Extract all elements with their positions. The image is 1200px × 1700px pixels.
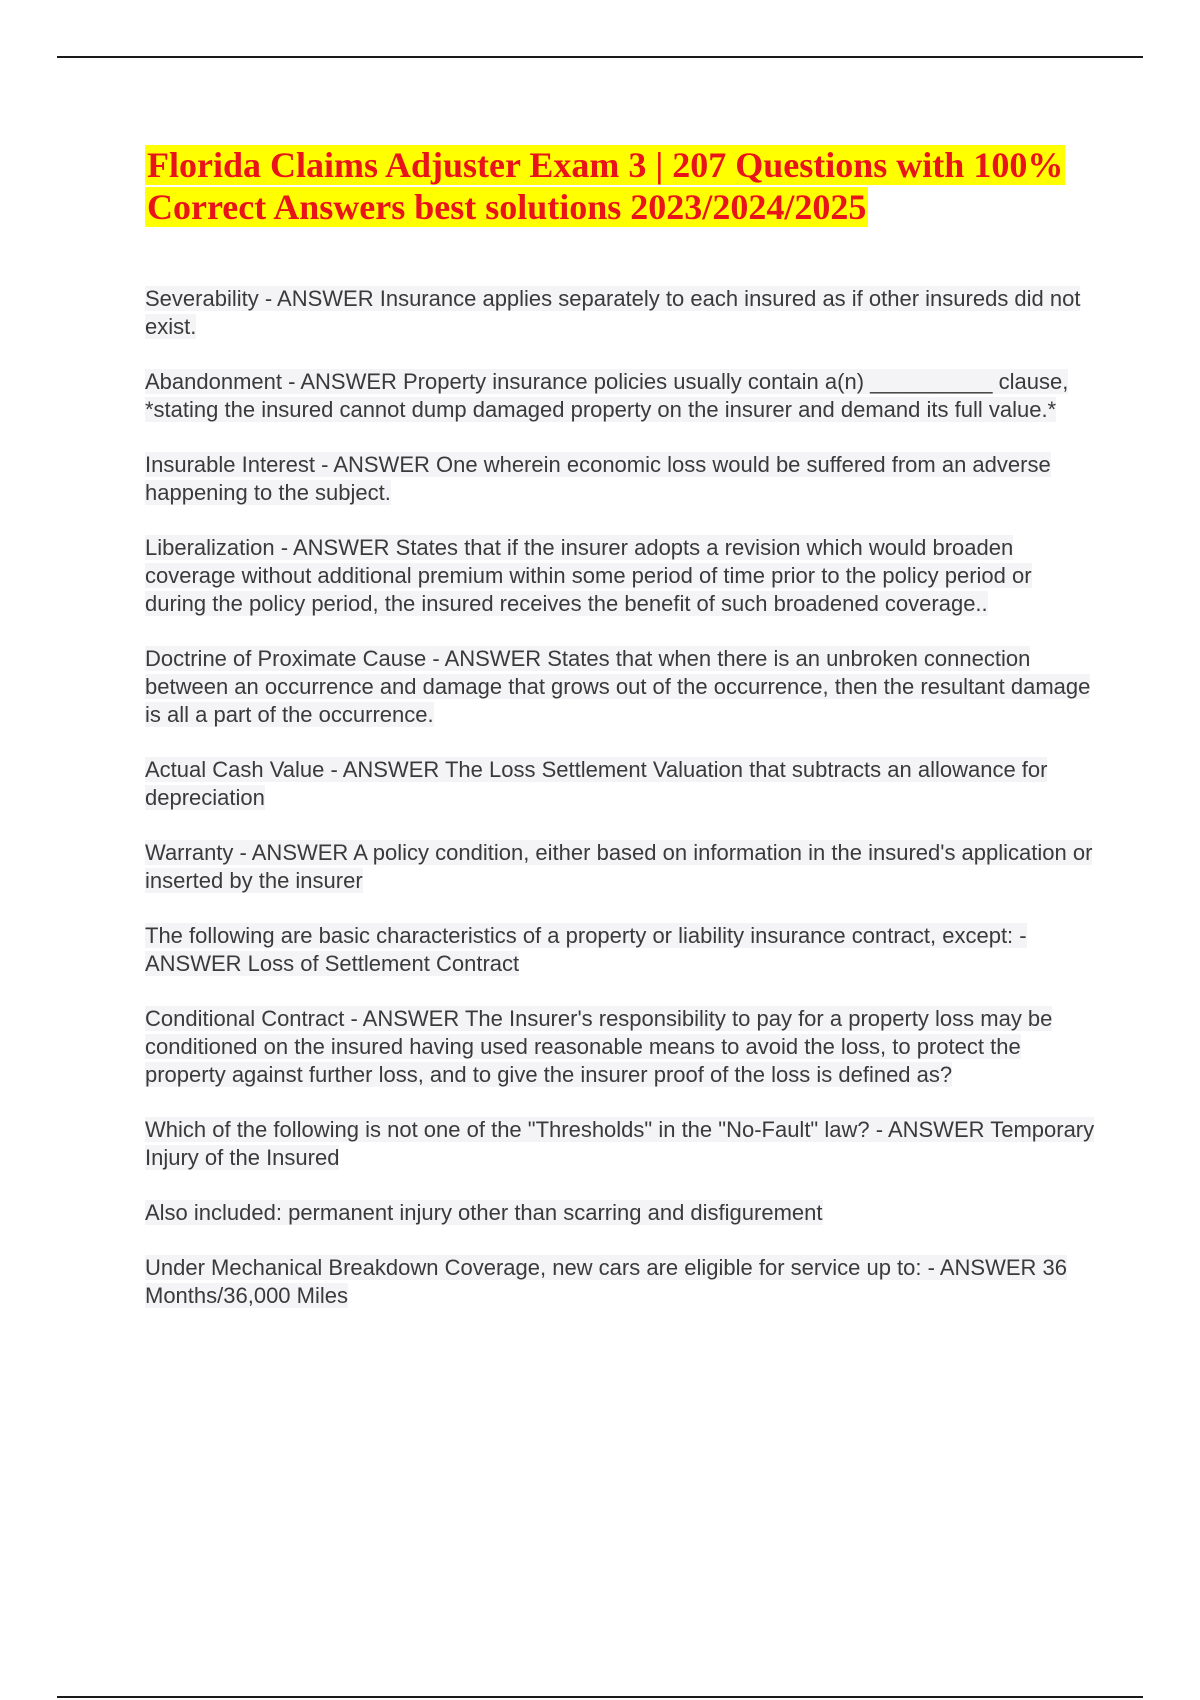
top-rule — [57, 56, 1143, 58]
qa-entry-warranty: Warranty - ANSWER A policy condition, either based on information in the insured's application or inserted by the insurer — [145, 840, 1093, 893]
document-title — [145, 144, 1145, 228]
qa-entry-no-fault-thresholds: Which of the following is not one of the "Thresholds" in the "No-Fault" law? - ANSWER Temporary Injury of the Insured — [145, 1117, 1095, 1170]
qa-entry-proximate-cause: Doctrine of Proximate Cause - ANSWER States that when there is an unbroken connection between an occurrence and damage that grows out of the occurrence, then the resultant damage is all a part of the occurrence. — [145, 646, 1091, 727]
qa-entry-conditional-contract: Conditional Contract - ANSWER The Insurer's responsibility to pay for a property loss may be conditioned on the insured having used reasonable means to avoid the loss, to protect the property against further loss, and to give the insurer proof of the loss is defined as? — [145, 1006, 1053, 1087]
qa-entry-abandonment: Abandonment - ANSWER Property insurance policies usually contain a(n) __________ clause, *stating the insured cannot dump damaged property on the insurer and demand its full value.* — [145, 369, 1069, 422]
title-highlight: Florida Claims Adjuster Exam 3 | 207 Questions with 100% Correct Answers best solutions 2023/2024/2025 — [147, 145, 1064, 227]
qa-list — [145, 285, 1095, 1337]
qa-entry-liberalization: Liberalization - ANSWER States that if the insurer adopts a revision which would broaden coverage without additional premium within some period of time prior to the policy period or during the policy period, the insured receives the benefit of such broadened coverage.. — [145, 535, 1032, 616]
bottom-rule — [57, 1696, 1143, 1698]
qa-entry-severability: Severability - ANSWER Insurance applies separately to each insured as if other insureds did not exist. — [145, 286, 1081, 339]
qa-entry-actual-cash-value: Actual Cash Value - ANSWER The Loss Settlement Valuation that subtracts an allowance for depreciation — [145, 757, 1048, 810]
qa-entry-also-included: Also included: permanent injury other than scarring and disfigurement — [145, 1200, 823, 1225]
qa-entry-basic-characteristics: The following are basic characteristics of a property or liability insurance contract, except: - ANSWER Loss of Settlement Contract — [145, 923, 1027, 976]
qa-entry-insurable-interest: Insurable Interest - ANSWER One wherein economic loss would be suffered from an adverse happening to the subject. — [145, 452, 1051, 505]
qa-entry-mechanical-breakdown: Under Mechanical Breakdown Coverage, new cars are eligible for service up to: - ANSWER 36 Months/36,000 Miles — [145, 1255, 1067, 1308]
